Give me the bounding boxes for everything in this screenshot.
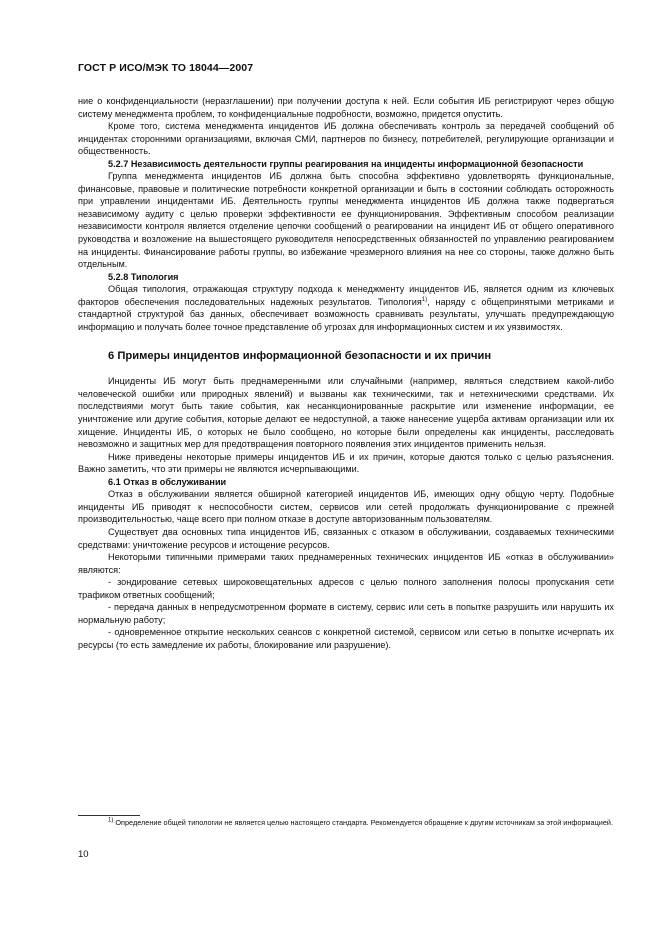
list-item: - одновременное открытие нескольких сеансов с конкретной системой, сервисом или сетью в попытке исчерпать их ресурсы (то есть замедление их работы, блокирование или разрушение).	[78, 627, 614, 650]
text-span: , наряду с общепринятыми метриками и стандартной структурой баз данных, обеспечивает возможность сравнивать результаты, улучшать предупреждающую информацию и получать более точное представление об угрозах для информационных систем и их уязвимостях.	[78, 296, 614, 332]
paragraph: Отказ в обслуживании является обширной категорией инцидентов ИБ, имеющих одну общую черту. Подобные инциденты ИБ приводят к неспособности систем, сервисов или сетей продолжать функционирование с прежней производительностью, чаще всего при полном отказе в доступе авторизованным пользователям.	[78, 489, 614, 525]
footnote-reference: 1)	[421, 296, 428, 303]
paragraph: Некоторыми типичными примерами таких преднамеренных технических инцидентов ИБ «отказ в обслуживании» являются:	[78, 552, 614, 575]
section-heading-5-2-8: 5.2.8 Типология	[108, 271, 179, 282]
page-number: 10	[78, 849, 89, 860]
running-header: ГОСТ Р ИСО/МЭК ТО 18044—2007	[78, 62, 254, 74]
section-heading-6: 6 Примеры инцидентов информационной безопасности и их причин	[108, 350, 492, 363]
paragraph: Ниже приведены некоторые примеры инцидентов ИБ и их причин, которые даются только с целью разъяснения. Важно заметить, что эти примеры не являются исчерпывающими.	[78, 451, 614, 475]
paragraph: Существует два основных типа инцидентов ИБ, связанных с отказом в обслуживании, создаваемых техническими средствами: уничтожение ресурсов и истощение ресурсов.	[78, 526, 614, 550]
footnote-text: Определение общей типологии не является целью настоящего стандарта. Рекомендуется обращение к другим источникам за этой информацией.	[113, 818, 614, 827]
paragraph-continuation: ние о конфиденциальности (неразглашении) при получении доступа к ней. Если события ИБ регистрируют через общую систему менеджмента проблем, то конфиденциальные подробности, возможно, придется опустить.	[78, 96, 614, 119]
footnote-mark: 1)	[108, 817, 114, 824]
paragraph-typology	[78, 283, 614, 333]
body-text	[78, 95, 614, 651]
section-heading-6-1: 6.1 Отказ в обслуживании	[108, 476, 227, 487]
section-heading-5-2-7: 5.2.7 Независимость деятельности группы реагирования на инциденты информационной безопасности	[108, 158, 584, 169]
list-item: - зондирование сетевых широковещательных адресов с целью полного заполнения полосы пропускания сети трафиком ответных сообщений;	[78, 577, 614, 600]
text-span: Общая типология, отражающая структуру подхода к менеджменту инцидентов ИБ, является одним из ключевых факторов обеспечения последовательных надежных результатов. Типология	[78, 284, 614, 307]
paragraph: Кроме того, система менеджмента инцидентов ИБ должна обеспечивать контроль за передачей сообщений об инцидентах сторонними организациями, включая СМИ, партнеров по бизнесу, потребителей, регулирующие организации и общественность.	[78, 121, 614, 157]
footnote-divider	[78, 815, 140, 816]
list-item: - передача данных в непредусмотренном формате в систему, сервис или сеть в попытке разрушить или нарушить их нормальную работу;	[78, 602, 614, 625]
paragraph: Инциденты ИБ могут быть преднамеренными или случайными (например, являться следствием какой-либо человеческой ошибки или природных явлений) и вызваны как техническими, так и нетехническими средствами. Их последствиями могут быть такие события, как несанкционированные раскрытие или изменение информации, ее уничтожение или другие события, которые делают ее недоступной, а также нанесение ущерба активам организации или их хищение. Инциденты ИБ, о которых не было сообщено, но которые были определены как инциденты, расследовать невозможно и защитных мер для предотвращения повторного появления этих инцидентов применить нельзя.	[78, 376, 614, 450]
footnote	[78, 818, 614, 829]
paragraph: Группа менеджмента инцидентов ИБ должна быть способна эффективно удовлетворять функциональные, финансовые, правовые и политические потребности конкретной организации и быть в состоянии соблюдать осторожность при управлении инцидентами ИБ. Деятельность группы менеджмента инцидентов ИБ должна также подвергаться независимому аудиту с целью проверки эффективности ее функционирования. Эффективным способом реализации независимости контроля является отделение цепочки сообщений о реагировании на инцидент ИБ от общего оперативного руководства и возложение на вышестоящего руководителя непосредственных обязанностей по управлению реагированием на инциденты. Финансирование работы группы, во избежание чрезмерного влияния на нее со стороны, также должно быть отдельным.	[78, 171, 614, 270]
